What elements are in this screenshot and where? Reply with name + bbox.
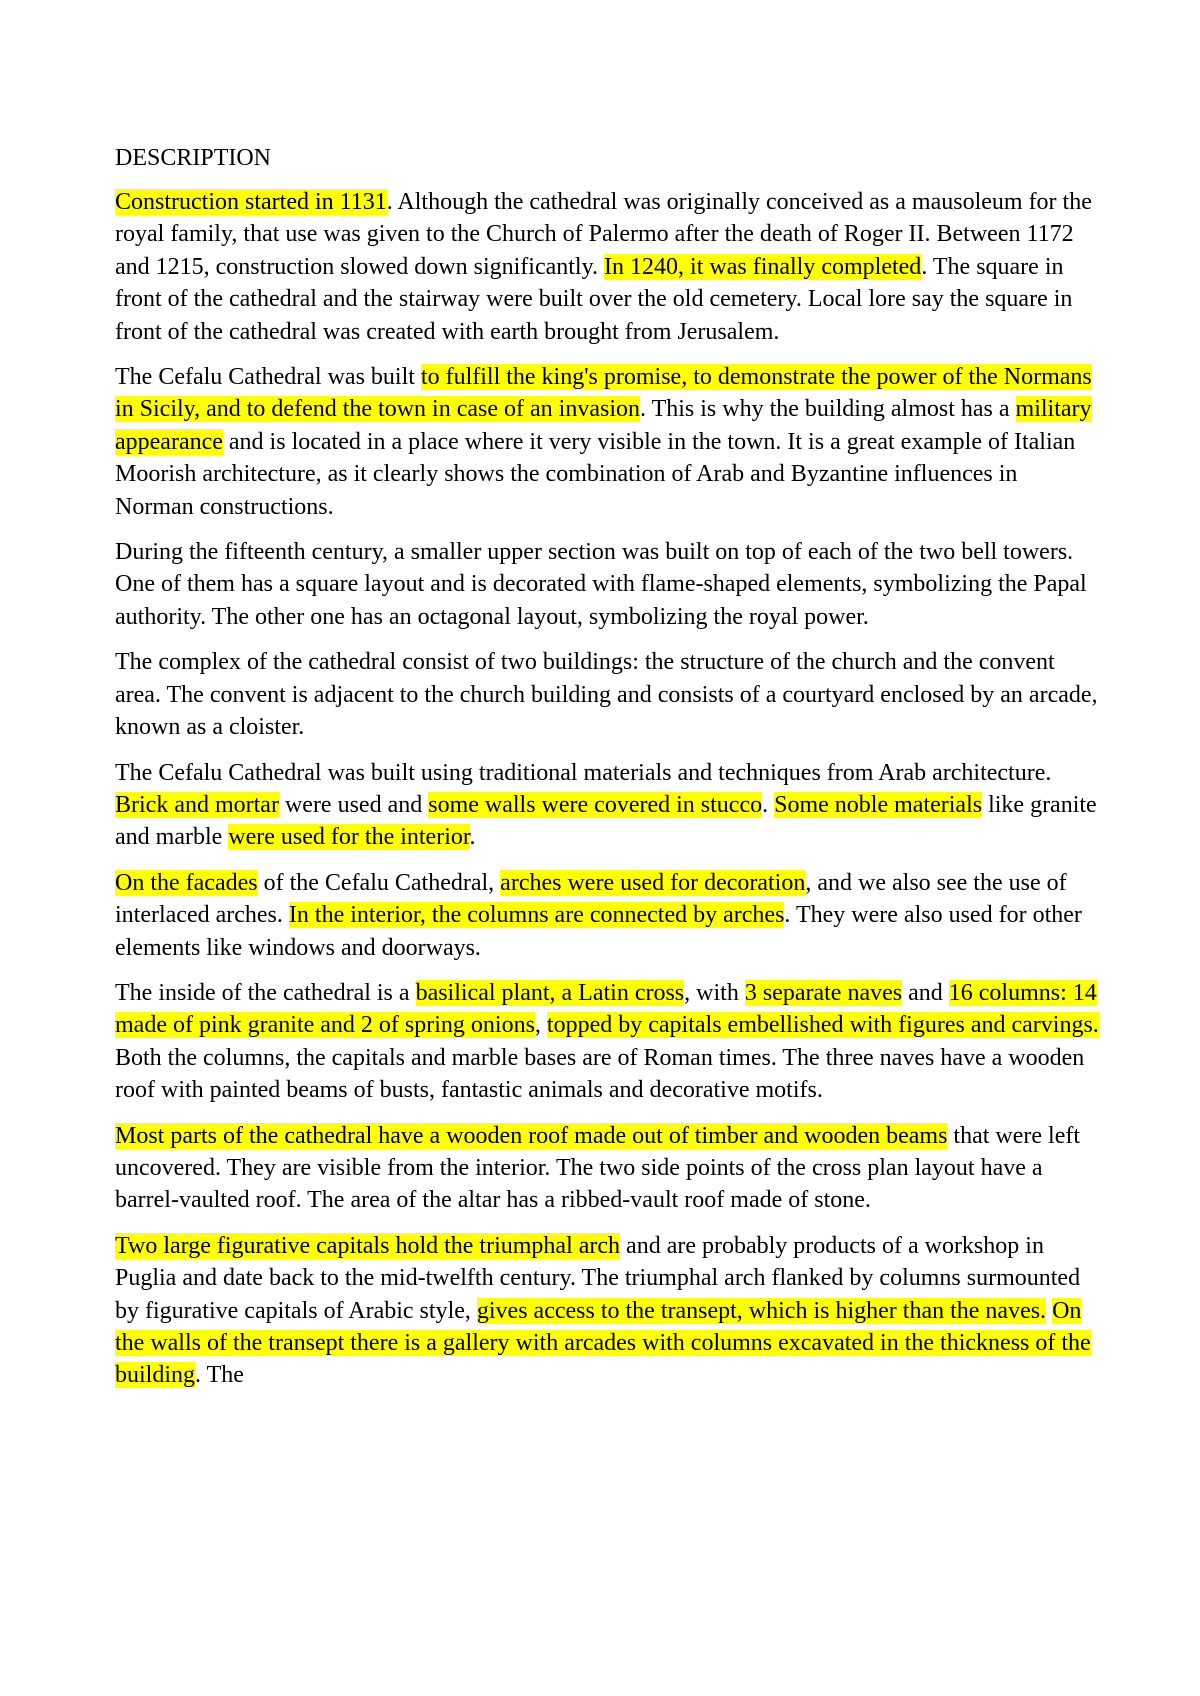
text-run: . They were also used for other elements like windows and doorways. bbox=[115, 902, 1082, 961]
highlighted-text: were used for the interior bbox=[228, 824, 470, 851]
text-run: . Although the cathedral was originally conceived as a mausoleum for the royal family, that use was given to the Church of Palermo after the death of Roger II. Between 1172 and 1215, construction slowed down significantly. bbox=[115, 189, 1092, 280]
paragraph bbox=[115, 1120, 1100, 1217]
highlighted-text: basilical plant, a Latin cross bbox=[415, 979, 685, 1006]
text-run: The Cefalu Cathedral was built using traditional materials and techniques from Arab architecture. bbox=[115, 759, 1052, 786]
highlighted-text: Some noble materials bbox=[774, 791, 983, 818]
text-run: . This is why the building almost has a bbox=[640, 396, 1016, 423]
paragraph bbox=[115, 186, 1100, 348]
text-run: , bbox=[534, 1012, 547, 1039]
highlighted-text: On the facades bbox=[115, 869, 258, 896]
text-run: . The bbox=[195, 1362, 244, 1389]
text-run: and bbox=[902, 979, 949, 1006]
text-run: of the Cefalu Cathedral, bbox=[257, 869, 501, 896]
text-run: The complex of the cathedral consist of two buildings: the structure of the church and the convent area. The convent is adjacent to the church building and consists of a courtyard enclosed by an arcade, known as a cloister. bbox=[115, 649, 1098, 741]
text-run: Both the columns, the capitals and marble bases are of Roman times. The three naves have a wooden roof with painted beams of busts, fantastic animals and decorative motifs. bbox=[115, 1044, 1085, 1104]
highlighted-text: Most parts of the cathedral have a wooden roof made out of timber and wooden beams bbox=[115, 1122, 948, 1149]
highlighted-text: military appearance bbox=[115, 396, 1092, 455]
highlighted-text: some walls were covered in stucco bbox=[428, 791, 763, 818]
highlighted-text: In 1240, it was finally completed bbox=[604, 253, 922, 280]
paragraph bbox=[115, 1230, 1100, 1392]
text-run: . bbox=[762, 791, 775, 818]
document-body bbox=[115, 142, 1100, 1405]
highlighted-text: Brick and mortar bbox=[115, 791, 279, 818]
text-run: . The square in front of the cathedral and the stairway were built over the old cemetery. Local lore say the square in front of the cathedral was created with earth brought from Jerusalem. bbox=[115, 253, 1073, 345]
paragraph-list bbox=[115, 186, 1100, 1392]
highlighted-text: to fulfill the king's promise, to demonstrate the power of the Normans in Sicily, and to defend the town in case of an invasion bbox=[115, 364, 1092, 423]
highlighted-text: In the interior, the columns are connected by arches bbox=[288, 902, 785, 929]
paragraph bbox=[115, 977, 1100, 1107]
text-run: and is located in a place where it very visible in the town. It is a great example of Italian Moorish architecture, as it clearly shows the combination of Arab and Byzantine influences in Norman constructions. bbox=[115, 428, 1076, 520]
text-run: The inside of the cathedral is a bbox=[115, 979, 416, 1006]
text-run: , with bbox=[684, 979, 745, 1006]
highlighted-text: topped by capitals embellished with figures and carvings. bbox=[546, 1012, 1099, 1039]
paragraph bbox=[115, 536, 1100, 633]
text-run: like granite and marble bbox=[115, 791, 1097, 851]
highlighted-text: 3 separate naves bbox=[744, 979, 903, 1006]
highlighted-text: Construction started in 1131 bbox=[115, 189, 387, 215]
paragraph bbox=[115, 867, 1100, 964]
highlighted-text: On the walls of the transept there is a gallery with arcades with columns excavated in the thickness of the building bbox=[115, 1297, 1091, 1389]
text-run: were used and bbox=[278, 791, 429, 818]
document-heading: DESCRIPTION bbox=[115, 145, 272, 171]
paragraph bbox=[115, 757, 1100, 854]
highlighted-text: gives access to the transept, which is higher than the naves. bbox=[476, 1297, 1047, 1324]
text-run: that were left uncovered. They are visible from the interior. The two side points of the cross plan layout have a barrel-vaulted roof. The area of the altar has a ribbed-vault roof made of stone. bbox=[115, 1122, 1081, 1214]
text-run: The Cefalu Cathedral was built bbox=[115, 364, 421, 391]
highlighted-text: 16 columns: 14 made of pink granite and 2 of spring onions bbox=[115, 979, 1097, 1039]
text-run: and are probably products of a workshop in Puglia and date back to the mid-twelfth century. The triumphal arch flanked by columns surmounted by figurative capitals of Arabic style, bbox=[115, 1232, 1081, 1324]
paragraph bbox=[115, 361, 1100, 523]
paragraph bbox=[115, 646, 1100, 743]
text-run: , and we also see the use of interlaced arches. bbox=[115, 869, 1067, 929]
text-run: . bbox=[469, 824, 476, 851]
highlighted-text: Two large figurative capitals hold the triumphal arch bbox=[115, 1232, 621, 1259]
highlighted-text: arches were used for decoration bbox=[500, 869, 806, 896]
text-run: During the fifteenth century, a smaller upper section was built on top of each of the two bell towers. One of them has a square layout and is decorated with flame-shaped elements, symbolizing the Papal authority. The other one has an octagonal layout, symbolizing the royal power. bbox=[115, 539, 1087, 630]
